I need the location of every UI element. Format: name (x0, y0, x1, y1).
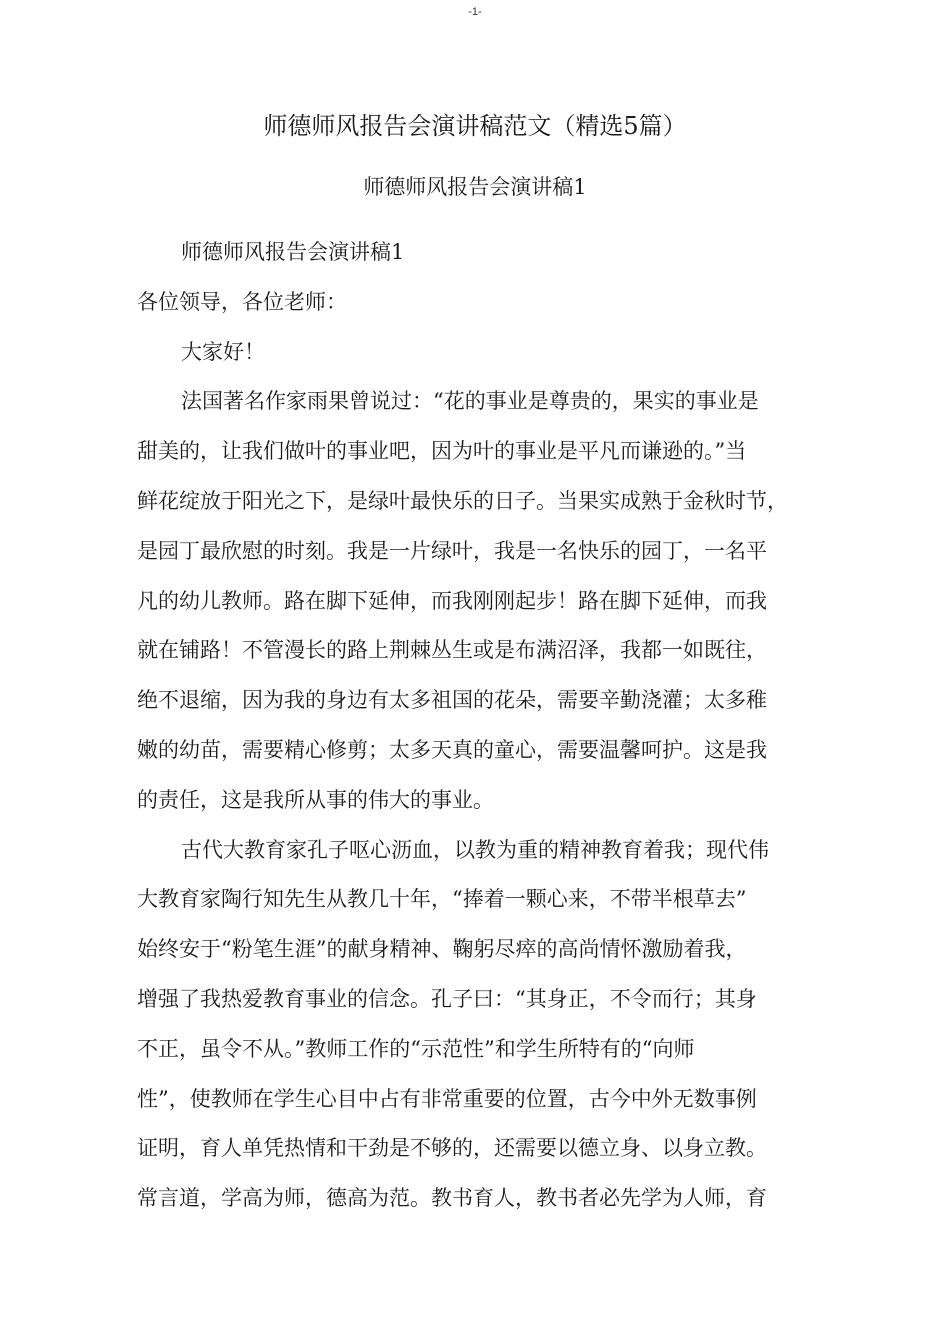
paragraph-line: 的责任，这是我所从事的伟大的事业。 (137, 787, 494, 812)
paragraph-line: 就在铺路！不管漫长的路上荆棘丛生或是布满沼泽，我都一如既往， (137, 638, 767, 663)
greeting: 大家好！ (181, 339, 265, 364)
paragraph-line: 性”，使教师在学生心目中占有非常重要的位置，古今中外无数事例 (137, 1086, 757, 1111)
paragraph-1 (137, 377, 811, 825)
paragraph-line: 古代大教育家孔子呕心沥血，以教为重的精神教育着我；现代伟 (181, 837, 769, 862)
subheading: 师德师风报告会演讲稿1 (181, 240, 405, 264)
paragraph-line: 嫩的幼苗，需要精心修剪；太多天真的童心，需要温馨呵护。这是我 (137, 737, 767, 762)
paragraph-line: 常言道，学高为师，德高为范。教书育人，教书者必先学为人师，育 (137, 1186, 767, 1211)
salutation: 各位领导，各位老师： (137, 289, 347, 314)
paragraph-line: 证明，育人单凭热情和干劲是不够的，还需要以德立身、以身立教。 (137, 1136, 767, 1161)
paragraph-line: 鲜花绽放于阳光之下，是绿叶最快乐的日子。当果实成熟于金秋时节， (137, 488, 788, 513)
section-title: 师德师风报告会演讲稿1 (363, 175, 587, 199)
paragraph-line: 始终安于“粉笔生涯”的献身精神、鞠躬尽瘁的高尚情怀激励着我， (137, 937, 747, 962)
document-body (137, 228, 811, 1224)
page-number: -1- (468, 6, 482, 18)
document-title: 师德师风报告会演讲稿范文（精选5篇） (263, 112, 687, 140)
paragraph-line: 是园丁最欣慰的时刻。我是一片绿叶，我是一名快乐的园丁，一名平 (137, 538, 767, 563)
paragraph-line: 大教育家陶行知先生从教几十年，“捧着一颗心来，不带半根草去” (137, 887, 747, 912)
paragraph-line: 绝不退缩，因为我的身边有太多祖国的花朵，需要辛勤浇灌；太多稚 (137, 688, 767, 713)
paragraph-line: 增强了我热爱教育事业的信念。孔子曰：“其身正，不令而行；其身 (137, 986, 757, 1011)
paragraph-2 (137, 826, 811, 1224)
paragraph-line: 不正，虽令不从。”教师工作的“示范性”和学生所特有的“向师 (137, 1036, 695, 1061)
paragraph-line: 法国著名作家雨果曾说过：“花的事业是尊贵的，果实的事业是 (181, 389, 759, 414)
paragraph-line: 甜美的，让我们做叶的事业吧，因为叶的事业是平凡而谦逊的。”当 (137, 439, 747, 464)
paragraph-line: 凡的幼儿教师。路在脚下延伸，而我刚刚起步！路在脚下延伸，而我 (137, 588, 767, 613)
